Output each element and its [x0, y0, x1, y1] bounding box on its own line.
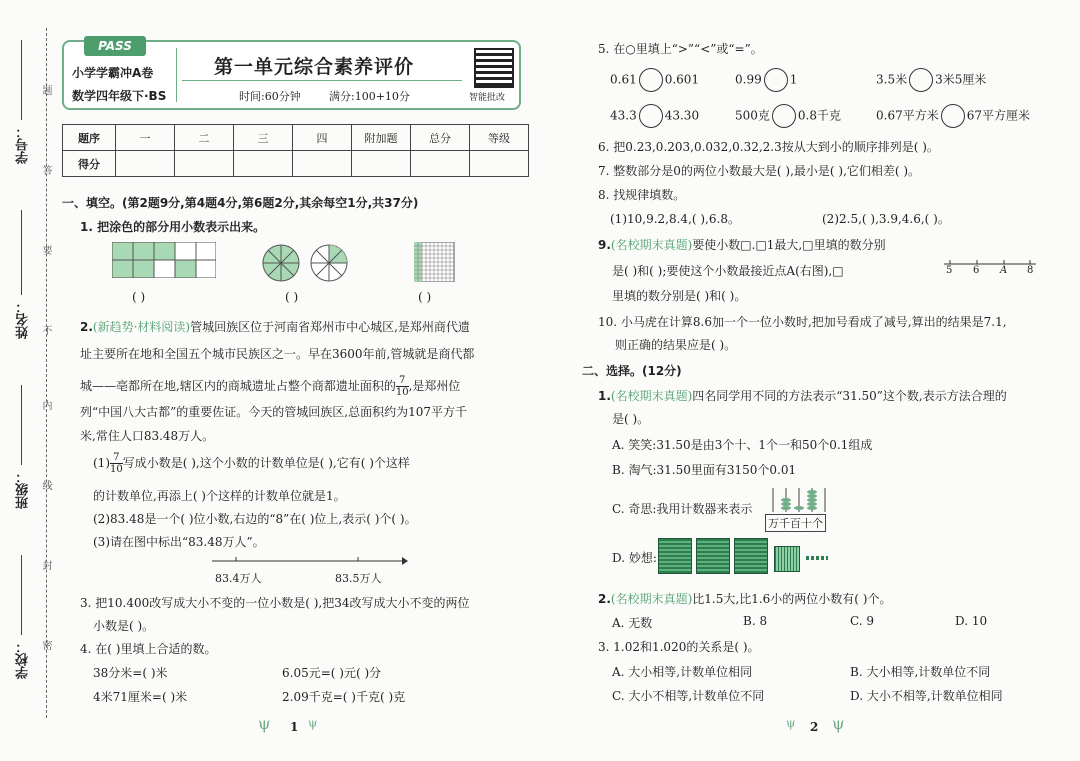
option-c[interactable]: C. 大小不相等,计数单位不同 — [612, 689, 765, 703]
margin-char: 封 — [40, 560, 51, 570]
abacus-labels: 万千百十个 — [765, 514, 826, 532]
q4-item[interactable]: 6.05元=( )元( )分 — [282, 666, 382, 680]
option-c[interactable]: C. 奇思:我用计数器来表示 — [612, 502, 753, 516]
compare-left: 43.3 — [610, 108, 637, 123]
compare-right: 67平方厘米 — [966, 108, 1031, 123]
tick-label: 6 — [973, 265, 980, 276]
palm-icon: ψ — [258, 714, 271, 733]
score-cell[interactable] — [352, 151, 411, 177]
option-b[interactable]: B. 8 — [743, 614, 768, 628]
table-cell: 总分 — [411, 125, 470, 151]
name-line — [21, 210, 22, 295]
grade-label: 数学四年级下·BS — [72, 89, 167, 103]
question-9 — [598, 236, 886, 253]
margin-char: 题 — [40, 85, 51, 95]
choice-1 — [598, 387, 1007, 404]
question-3: 3. 把10.400改写成大小不变的一位小数是( ),把34改写成大小不变的两位 — [80, 596, 470, 610]
question-text: ,是郑州位 — [408, 379, 461, 393]
q9-number-line — [942, 258, 1038, 278]
question-number: 9. — [598, 238, 611, 252]
question-text: 是( )和( );要使这个小数最接近点A(右图),□ — [612, 264, 844, 278]
option-d[interactable]: D. 大小不相等,计数单位相同 — [850, 689, 1003, 703]
title-rule — [182, 80, 462, 81]
margin-char: 要 — [40, 245, 51, 255]
page-title: 第一单元综合素养评价 — [214, 56, 415, 78]
table-cell: 题序 — [63, 125, 116, 151]
palm-icon: ψ — [832, 714, 845, 733]
question-number: 1. — [598, 389, 611, 403]
page-number: 1 — [290, 720, 299, 734]
compare-right: 43.30 — [664, 108, 700, 123]
compare-item[interactable] — [610, 68, 699, 92]
page-number: 2 — [810, 720, 819, 734]
table-cell: 得分 — [63, 151, 116, 177]
question-text: 的计数单位,再添上( )个这样的计数单位就是1。 — [93, 489, 346, 503]
score-cell[interactable] — [116, 151, 175, 177]
cut-line — [46, 28, 47, 718]
pass-logo: PASS — [84, 36, 146, 56]
compare-left: 0.67平方米 — [876, 108, 939, 123]
choice-2 — [598, 590, 891, 607]
compare-item[interactable] — [735, 68, 797, 92]
school-label: 学校： — [16, 640, 31, 679]
table-cell: 附加题 — [352, 125, 411, 151]
q1-blank-3[interactable]: ( ) — [418, 290, 432, 304]
compare-item[interactable] — [876, 104, 1030, 128]
number-line-label: 83.4万人 — [215, 572, 262, 585]
score-cell[interactable] — [293, 151, 352, 177]
number-line — [212, 554, 408, 568]
exam-score: 满分:100+10分 — [329, 90, 410, 103]
fraction — [396, 375, 409, 398]
compare-left: 3.5米 — [876, 72, 908, 87]
margin-char: 内 — [40, 400, 51, 410]
compare-item[interactable] — [735, 104, 841, 128]
option-c[interactable]: C. 9 — [850, 614, 875, 628]
question-tag: (名校期末真题) — [610, 238, 693, 252]
question-text: 则正确的结果应是( )。 — [615, 338, 737, 352]
option-d[interactable]: D. 妙想: — [612, 551, 657, 565]
question-text: 城——亳都所在地,辖区内的商城遗址占整个商都遗址面积的 — [80, 379, 396, 393]
score-cell[interactable] — [175, 151, 234, 177]
compare-circle[interactable] — [941, 104, 965, 128]
choice-3: 3. 1.02和1.020的关系是( )。 — [598, 640, 760, 654]
option-a[interactable]: A. 无数 — [612, 616, 653, 630]
exam-time: 时间:60分钟 — [239, 90, 301, 103]
q1-blank-1[interactable]: ( ) — [132, 290, 146, 304]
student-id-label: 学号： — [16, 125, 31, 164]
question-7: 7. 整数部分是0的两位小数最大是( ),最小是( ),它们相差( )。 — [598, 164, 921, 178]
question-text: (1) — [93, 456, 110, 470]
margin-char: 线 — [40, 480, 51, 490]
number-line-label: 83.5万人 — [335, 572, 382, 585]
tick-label: 5 — [946, 265, 953, 276]
q8-sub: (2)2.5,( ),3.9,4.6,( )。 — [822, 212, 950, 226]
question-tag: (名校期末真题) — [610, 592, 693, 606]
question-text: 比1.5大,比1.6小的两位小数有( )个。 — [692, 592, 892, 606]
fraction — [110, 452, 123, 475]
table-cell: 等级 — [470, 125, 529, 151]
option-a[interactable]: A. 笑笑:31.50是由3个十、1个一和50个0.1组成 — [612, 438, 873, 452]
question-tag: (名校期末真题) — [610, 389, 693, 403]
compare-circle[interactable] — [772, 104, 796, 128]
score-cell[interactable] — [470, 151, 529, 177]
section-heading: 二、选择。(12分) — [582, 364, 682, 378]
exam-header — [62, 40, 521, 110]
shaded-grid-figure — [112, 242, 216, 278]
q2-sub2: (2)83.48是一个( )位小数,右边的“8”在( )位上,表示( )个( )。 — [93, 512, 417, 526]
fraction-numerator: 7 — [110, 452, 123, 464]
shaded-circles-figure — [262, 243, 352, 283]
table-cell: 二 — [175, 125, 234, 151]
score-cell[interactable] — [411, 151, 470, 177]
qr-caption: 智能批改 — [469, 93, 506, 103]
tick-label: 8 — [1027, 265, 1034, 276]
binding-margin — [0, 0, 58, 761]
palm-icon: ψ — [786, 716, 796, 730]
class-label: 班级： — [16, 470, 31, 509]
compare-right: 0.601 — [664, 72, 700, 87]
option-d[interactable]: D. 10 — [955, 614, 988, 628]
q4-item[interactable]: 38分米=( )米 — [93, 666, 168, 680]
score-table — [62, 124, 529, 177]
question-4: 4. 在( )里填上合适的数。 — [80, 642, 217, 656]
q2-sub3: (3)请在图中标出“83.48万人”。 — [93, 535, 265, 549]
compare-left: 0.99 — [735, 72, 762, 87]
fraction-denominator: 10 — [395, 387, 409, 398]
question-8: 8. 找规律填数。 — [598, 188, 686, 202]
school-line — [21, 555, 22, 635]
palm-icon: ψ — [308, 716, 318, 730]
table-row — [63, 151, 529, 177]
question-text: 要使小数□.□1最大,□里填的数分别 — [692, 238, 886, 252]
compare-left: 0.61 — [610, 72, 637, 87]
question-text: 列“中国八大古都”的重要佐证。今天的管城回族区,总面积约为107平方千 — [80, 405, 467, 419]
question-text — [80, 375, 460, 398]
compare-right: 0.8千克 — [797, 108, 841, 123]
qr-code-icon[interactable] — [474, 48, 514, 88]
q2-sub1 — [93, 452, 410, 475]
question-tag: (新趋势·材料阅读) — [92, 320, 191, 334]
q8-sub: (1)10,9.2,8.4,( ),6.8。 — [610, 212, 740, 226]
question-text: 里填的数分别是( )和( )。 — [612, 289, 747, 303]
name-label: 姓名： — [16, 300, 31, 339]
compare-right: 3米5厘米 — [935, 72, 987, 87]
option-b[interactable]: B. 大小相等,计数单位不同 — [850, 665, 991, 679]
table-cell: 三 — [234, 125, 293, 151]
fraction-numerator: 7 — [396, 375, 409, 387]
header-divider — [176, 48, 177, 102]
student-id-line — [21, 40, 22, 120]
question-text: 小数是( )。 — [93, 619, 155, 633]
question-2 — [80, 318, 470, 335]
tick-label: A — [1000, 265, 1008, 276]
hundred-grid-figure — [414, 242, 456, 282]
question-10: 10. 小马虎在计算8.6加一个一位小数时,把加号看成了减号,算出的结果是7.1, — [598, 315, 1007, 329]
abacus-icon — [765, 486, 835, 514]
table-cell: 四 — [293, 125, 352, 151]
compare-circle[interactable] — [909, 68, 933, 92]
compare-circle[interactable] — [764, 68, 788, 92]
q4-item[interactable]: 4米71厘米=( )米 — [93, 690, 188, 704]
series-name: 小学学霸冲A卷 — [72, 66, 154, 80]
margin-char: 密 — [40, 640, 51, 650]
option-a[interactable]: A. 大小相等,计数单位相同 — [612, 665, 753, 679]
margin-char: 答 — [40, 165, 51, 175]
score-cell[interactable] — [234, 151, 293, 177]
question-text: 写成小数是( ),这个小数的计数单位是( ),它有( )个这样 — [122, 456, 410, 470]
compare-item[interactable] — [876, 68, 986, 92]
question-text: 是( )。 — [612, 412, 650, 426]
compare-left: 500克 — [735, 108, 770, 123]
question-text: 四名同学用不同的方法表示“31.50”这个数,表示方法合理的 — [692, 389, 1007, 403]
compare-circle[interactable] — [639, 68, 663, 92]
q4-item[interactable]: 2.09千克=( )千克( )克 — [282, 690, 406, 704]
option-b[interactable]: B. 淘气:31.50里面有3150个0.01 — [612, 463, 797, 477]
question-text: 米,常住人口83.48万人。 — [80, 429, 215, 443]
margin-char: 不 — [40, 325, 51, 335]
question-6: 6. 把0.23,0.203,0.032,0.32,2.3按从大到小的顺序排列是( )。 — [598, 140, 939, 154]
section-heading: 一、填空。(第2题9分,第4题4分,第6题2分,其余每空1分,共37分) — [62, 196, 419, 210]
compare-circle[interactable] — [639, 104, 663, 128]
table-cell: 一 — [116, 125, 175, 151]
q1-blank-2[interactable]: ( ) — [285, 290, 299, 304]
fraction-denominator: 10 — [110, 464, 123, 475]
question-5: 5. 在○里填上“>”“<”或“=”。 — [598, 42, 763, 56]
class-line — [21, 385, 22, 465]
question-text: 管城回族区位于河南省郑州市中心城区,是郑州商代遗 — [190, 320, 470, 334]
compare-right: 1 — [789, 72, 798, 87]
compare-item[interactable] — [610, 104, 699, 128]
table-row — [63, 125, 529, 151]
question-1: 1. 把涂色的部分用小数表示出来。 — [80, 220, 266, 234]
question-number: 2. — [80, 320, 93, 334]
question-number: 2. — [598, 592, 611, 606]
question-text: 址主要所在地和全国五个城市民族区之一。早在3600年前,管城就是商代都 — [80, 347, 475, 361]
